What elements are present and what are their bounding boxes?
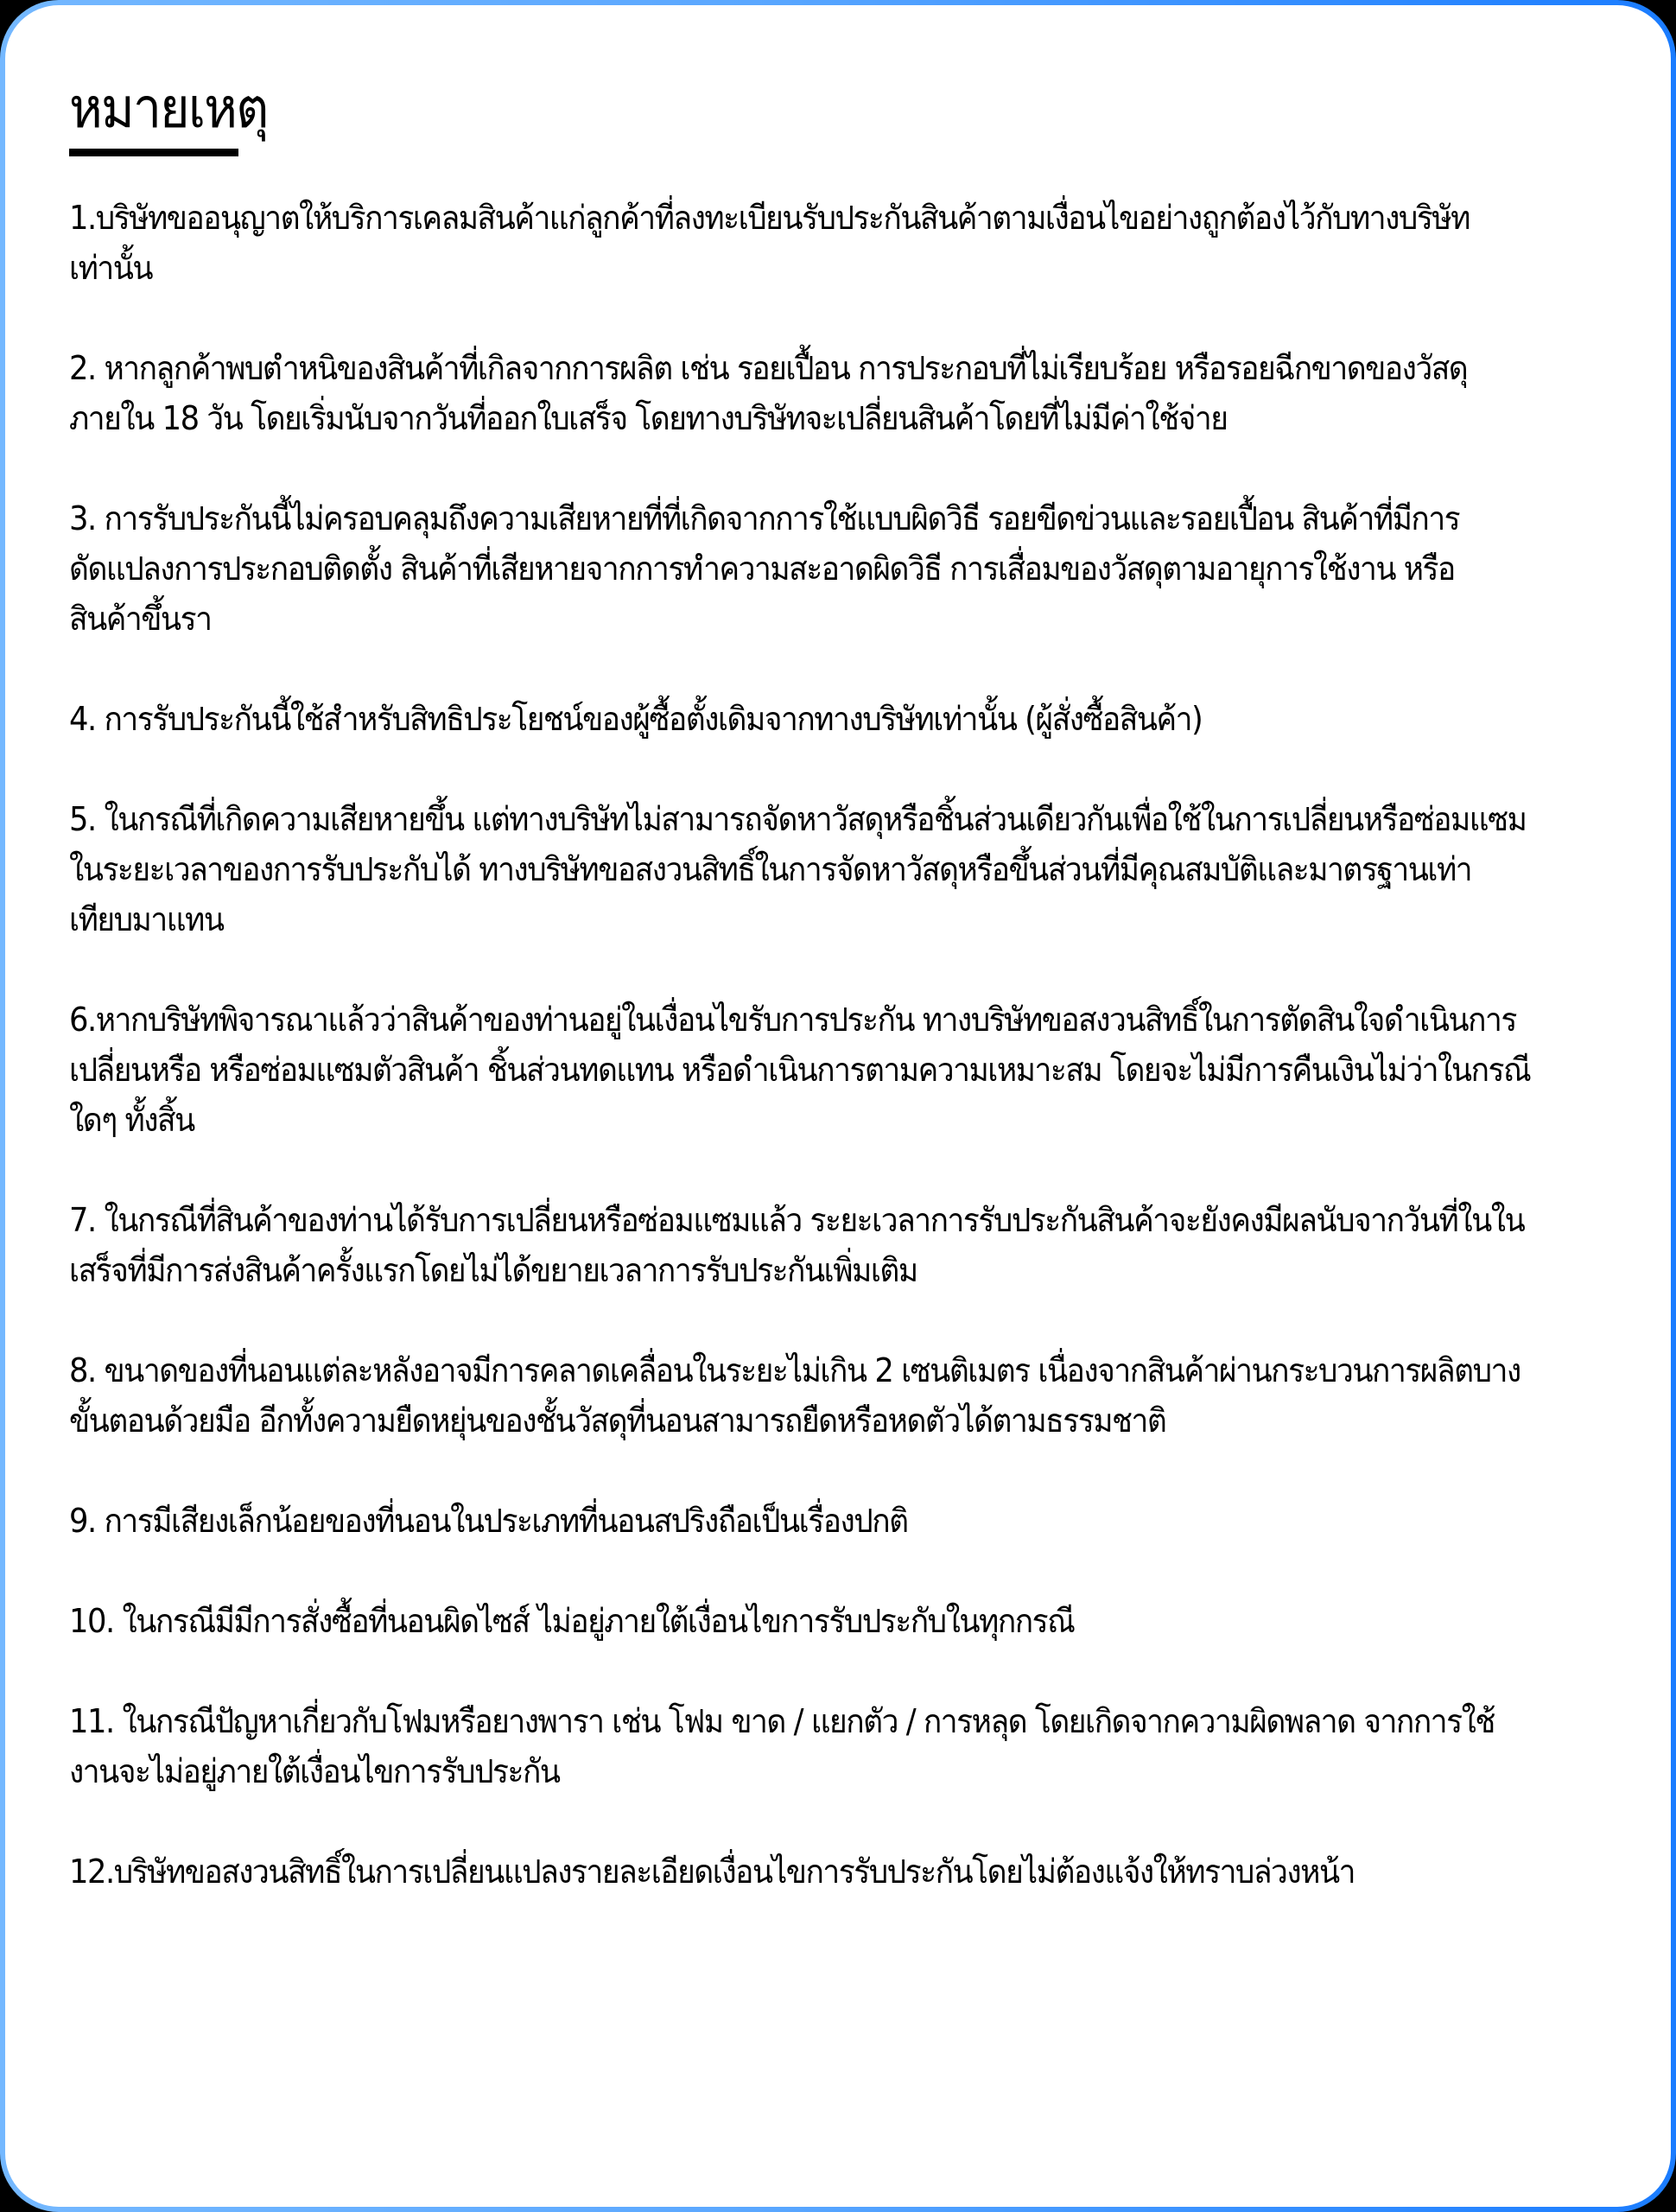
- note-item-1: 1.บริษัทขออนุญาตให้บริการเคลมสินค้าแก่ลูกค้าที่ลงทะเบียนรับประกันสินค้าตามเงื่อนไขอย่างถูกต้องไว้กับทางบริษัทเท่านั้น: [69, 199, 1470, 287]
- note-item-3: 3. การรับประกันนี้ไม่ครอบคลุมถึงความเสียหายที่ที่เกิดจากการใช้แบบผิดวิธี รอยขีดข่วนและรอยเปื้อน สินค้าที่มีการดัดแปลงการประกอบติดตั้ง สินค้าที่เสียหายจากการทำความสะอาดผิดวิธี การเสื่อมของวัสดุตามอายุการใช้งาน หรือ สินค้าขึ้นรา: [69, 499, 1460, 638]
- note-item-4: 4. การรับประกันนี้ใช้สำหรับสิทธิประโยชน์ของผู้ซื้อตั้งเดิมจากทางบริษัทเท่านั้น (ผู้สั่งซื้อสินค้า): [69, 700, 1203, 738]
- note-item-8: 8. ขนาดของที่นอนแต่ละหลังอาจมีการคลาดเคลื่อนในระยะไม่เกิน 2 เซนติเมตร เนื่องจากสินค้าผ่านกระบวนการผลิตบางขั้นตอนด้วยมือ อีกทั้งความยืดหยุ่นของชั้นวัสดุที่นอนสามารถยืดหรือหดตัวได้ตามธรรมชาติ: [69, 1351, 1520, 1440]
- title-underline: [69, 149, 238, 156]
- note-item-2: 2. หากลูกค้าพบตำหนิของสินค้าที่เกิลจากการผลิต เช่น รอยเปื้อน การประกอบที่ไม่เรียบร้อย หรือรอยฉีกขาดของวัสดุภายใน 18 วัน โดยเริ่มนับจากวันที่ออกใบเสร็จ โดยทางบริษัทจะเปลี่ยนสินค้าโดยที่ไม่มีค่าใช้จ่าย: [69, 349, 1468, 437]
- page-title: หมายเหตุ: [69, 77, 268, 141]
- note-item-7: 7. ในกรณีที่สินค้าของท่านได้รับการเปลี่ยนหรือซ่อมแซมแล้ว ระยะเวลาการรับประกันสินค้าจะยังคงมีผลนับจากวันที่ในในเสร็จที่มีการส่งสินค้าครั้งแรกโดยไม่ได้ขยายเวลาการรับประกันเพิ่มเติม: [69, 1201, 1525, 1289]
- note-item-6: 6.หากบริษัทพิจารณาแล้วว่าสินค้าของท่านอยู่ในเงื่อนไขรับการประกัน ทางบริษัทขอสงวนสิทธิ์ในการตัดสินใจดำเนินการเปลี่ยนหรือ หรือซ่อมแซมตัวสินค้า ชิ้นส่วนทดแทน หรือดำเนินการตามความเหมาะสม โดยจะไม่มีการคืนเงินไม่ว่าในกรณีใดๆ ทั้งสิ้น: [69, 1001, 1531, 1139]
- notes-list: [66, 193, 1610, 1897]
- note-item-12: 12.บริษัทขอสงวนสิทธิ์ในการเปลี่ยนแปลงรายละเอียดเงื่อนไขการรับประกันโดยไม่ต้องแจ้งให้ทราบล่วงหน้า: [69, 1853, 1355, 1891]
- note-item-11: 11. ในกรณีปัญหาเกี่ยวกับโฟมหรือยางพารา เช่น โฟม ขาด / แยกตัว / การหลุด โดยเกิดจากความผิดพลาด จากการใช้งานจะไม่อยู่ภายใต้เงื่อนไขการรับประกัน: [69, 1702, 1495, 1790]
- note-item-9: 9. การมีเสียงเล็กน้อยของที่นอนในประเภทที่นอนสปริงถือเป็นเรื่องปกติ: [69, 1502, 908, 1540]
- note-item-10: 10. ในกรณีมีมีการสั่งซื้อที่นอนผิดไซส์ ไม่อยู่ภายใต้เงื่อนไขการรับประกับในทุกกรณี: [69, 1602, 1075, 1640]
- notes-card: [5, 5, 1671, 2207]
- note-item-5: 5. ในกรณีที่เกิดความเสียหายขึ้น แต่ทางบริษัทไม่สามารถจัดหาวัสดุหรือชิ้นส่วนเดียวกันเพื่อใช้ในการเปลี่ยนหรือซ่อมแซม ในระยะเวลาของการรับประกับได้ ทางบริษัทขอสงวนสิทธิ์ในการจัดหาวัสดุหรือขึ้นส่วนที่มีคุณสมบัติและมาตรฐานเท่าเทียบมาแทน: [69, 800, 1527, 938]
